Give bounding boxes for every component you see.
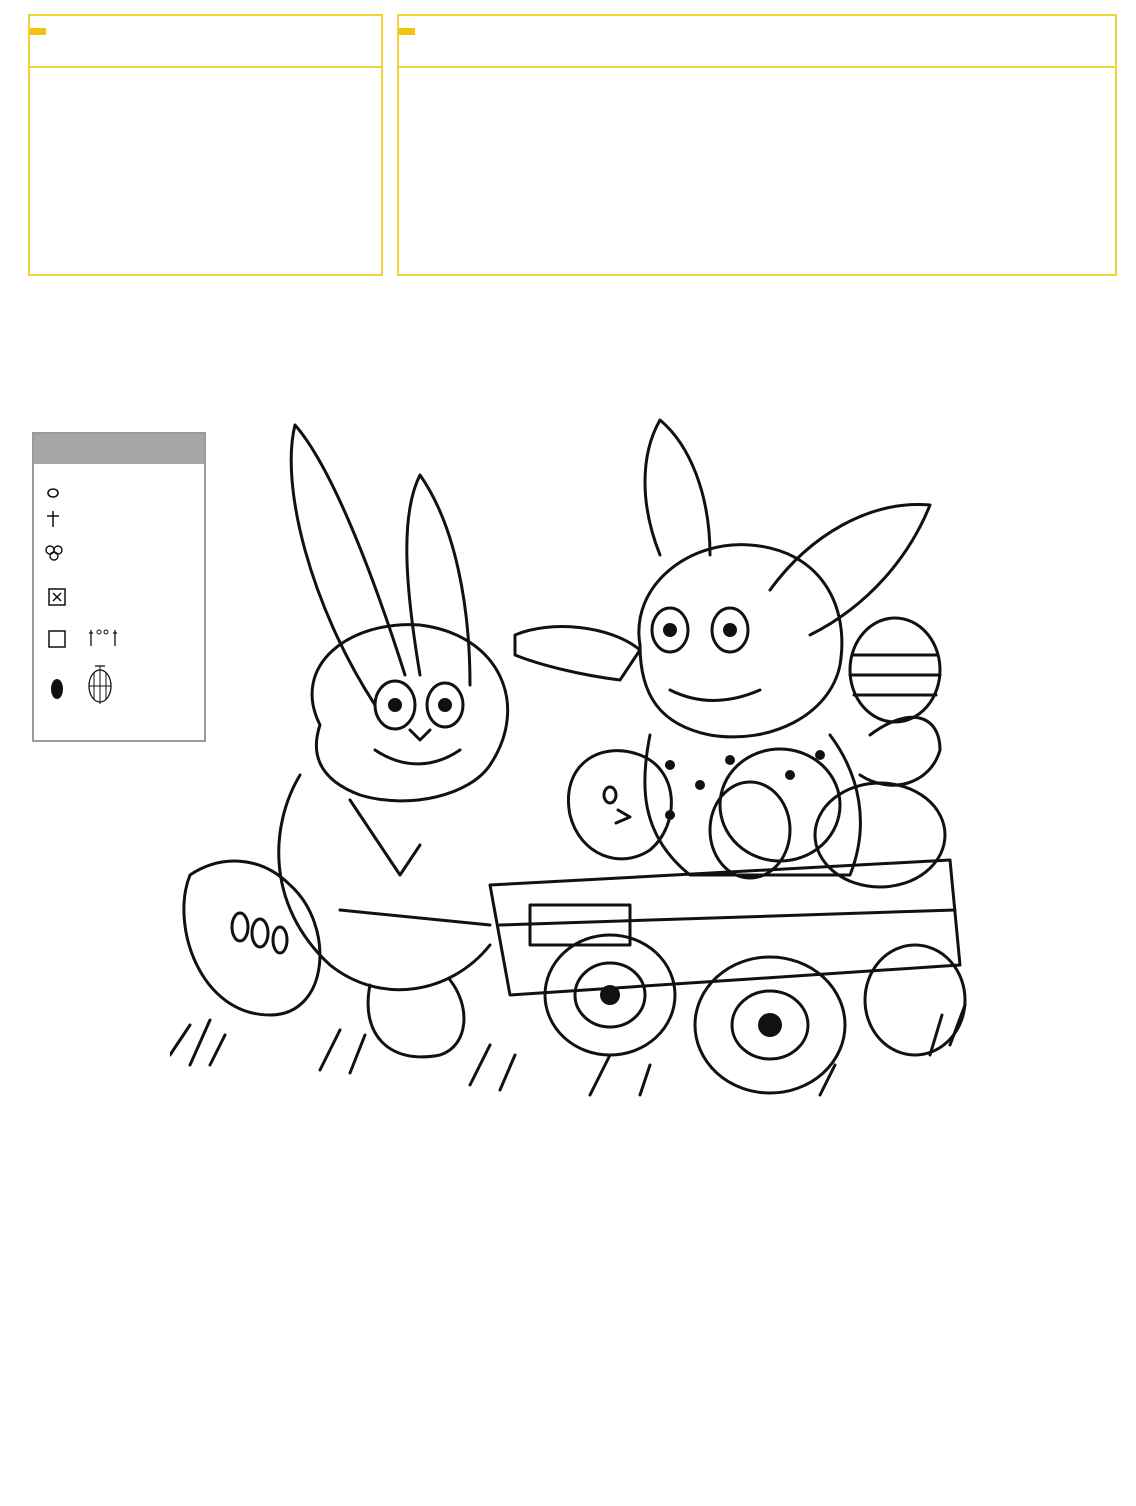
bunnies-illustration [170, 405, 970, 1100]
block-icon [48, 588, 66, 606]
material-croche-box [28, 14, 383, 276]
space-icon [48, 630, 66, 648]
material-pintura-box [397, 14, 1117, 276]
space-stitch-icon [88, 628, 118, 648]
crochet-chart [30, 1140, 1120, 1489]
material-pintura-title [399, 28, 415, 35]
single-crochet-icon [46, 510, 60, 528]
chart-svg [30, 1140, 1120, 1485]
cluster-icon [86, 662, 114, 706]
material-croche-title [30, 28, 46, 35]
filled-oval-icon [50, 678, 64, 700]
divider [30, 66, 381, 68]
divider [399, 66, 1115, 68]
picot-icon [44, 542, 64, 562]
chain-icon [46, 487, 60, 499]
